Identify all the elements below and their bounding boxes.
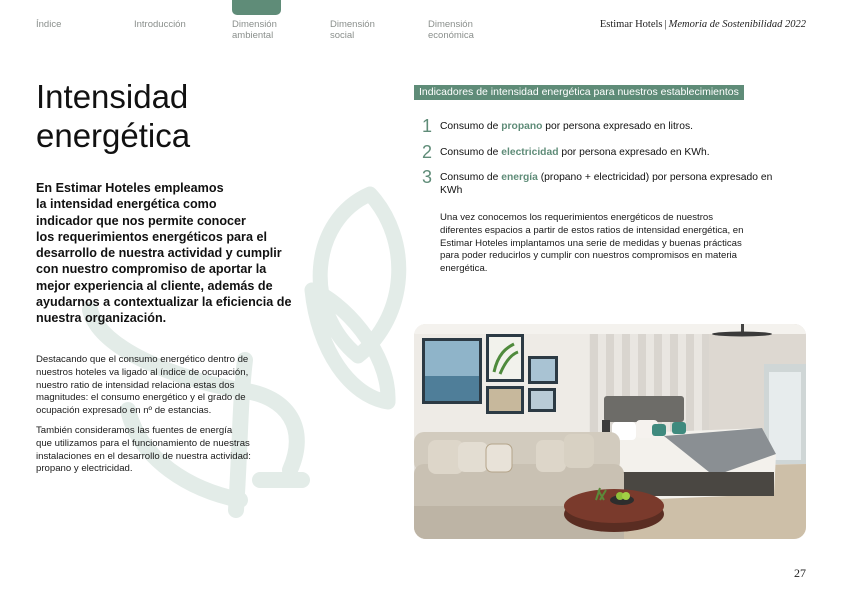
indicators-paragraph [440, 212, 800, 276]
body-line: que utilizamos para el funcionamiento de nuestras [36, 437, 250, 449]
nav-item-label: ambiental [232, 30, 274, 41]
nav-item-label: Introducción [134, 19, 186, 30]
indicator-text-before: Consumo de [440, 172, 502, 183]
lead-paragraph [36, 180, 321, 327]
section-tag: Indicadores de intensidad energética para nuestros establecimientos [414, 85, 744, 100]
indicator-text-after: (propano + electricidad) por persona expresado en KWh [440, 172, 773, 196]
nav-item-dimension-social[interactable] [330, 19, 375, 41]
lead-line: la intensidad energética como [36, 197, 217, 212]
indicator-text-before: Consumo de [440, 121, 502, 132]
nav-item-label: Dimensión [330, 19, 375, 30]
nav-item-introduccion[interactable] [134, 19, 186, 30]
nav-item-dimension-ambiental[interactable] [232, 19, 277, 41]
body-line: propano y electricidad. [36, 463, 133, 475]
brand-header [600, 19, 806, 30]
nav-item-dimension-economica[interactable] [428, 19, 474, 41]
indicator-item [422, 168, 795, 197]
active-tab-indicator [232, 0, 281, 15]
lead-line: indicador que nos permite conocer [36, 213, 246, 228]
nav-item-label: Dimensión [428, 19, 473, 30]
indicator-text-after: por persona expresado en litros. [542, 121, 693, 132]
indicator-highlight: energía [501, 172, 538, 183]
indicator-text-after: por persona expresado en KWh. [558, 147, 710, 158]
indicator-item [422, 117, 795, 135]
indicator-highlight: electricidad [501, 147, 559, 158]
page-title-line: energética [36, 117, 191, 154]
indicator-number: 3 [422, 167, 433, 187]
lead-line: ayudarnos a contextualizar la eficiencia de [36, 295, 292, 310]
nav-item-label: económica [428, 30, 474, 41]
indicator-text [440, 168, 795, 197]
nav-item-indice[interactable] [36, 19, 61, 30]
body-line: magnitudes: el consumo energético y el grado de [36, 392, 246, 404]
lead-line: con nuestro compromiso de aportar la [36, 262, 267, 277]
paragraph-line: para poder reducirlos y cumplir con nuestros compromisos en materia [440, 250, 737, 262]
body-line: instalaciones en el desarrollo de nuestra actividad: [36, 450, 251, 462]
brand-name: Estimar Hotels [599, 19, 663, 30]
lead-line: mejor experiencia al cliente, además de [36, 278, 273, 293]
paragraph-line: Una vez conocemos los requerimientos energéticos de nuestros [440, 212, 714, 223]
page-number: 27 [794, 566, 806, 580]
brand-separator: | [664, 19, 667, 30]
indicator-text [440, 143, 795, 159]
body-line: nuestro ratio de intensidad relaciona estas dos [36, 379, 235, 391]
indicator-text [440, 117, 795, 133]
nav-item-label: Dimensión [232, 19, 277, 30]
nav-item-label: Índice [36, 19, 62, 30]
paragraph-line: diferentes espacios a partir de estos ratios de intensidad energética, en [440, 224, 744, 236]
brand-subtitle: Memoria de Sostenibilidad 2022 [668, 19, 806, 30]
indicator-highlight: propano [501, 121, 543, 132]
paragraph-line: Estimar Hoteles implantamos una serie de medidas y buenas prácticas [440, 237, 742, 249]
indicator-item [422, 143, 795, 161]
body-line: nuestros hoteles va ligado al índice de ocupación, [36, 366, 249, 378]
lead-line: desarrollo de nuestra actividad y cumplir [36, 246, 282, 261]
lead-line: los requerimientos energéticos para el [36, 229, 267, 244]
indicator-number: 1 [422, 116, 433, 136]
paragraph-line: energética. [440, 263, 488, 275]
lead-line: En Estimar Hoteles empleamos [36, 181, 224, 195]
body-line: Destacando que el consumo energético dentro de [36, 354, 249, 365]
page-title-line: Intensidad [36, 78, 189, 115]
lead-line: nuestra organización. [36, 311, 167, 326]
body-line: También consideramos las fuentes de energía [36, 425, 233, 436]
page-title [36, 77, 190, 155]
hotel-room-photo [414, 324, 806, 539]
body-line: ocupación expresado en nº de estancias. [36, 405, 212, 417]
indicator-number: 2 [422, 142, 433, 162]
body-paragraph [36, 354, 296, 418]
nav-item-label: social [330, 30, 355, 41]
indicator-text-before: Consumo de [440, 147, 502, 158]
body-paragraph [36, 425, 296, 476]
